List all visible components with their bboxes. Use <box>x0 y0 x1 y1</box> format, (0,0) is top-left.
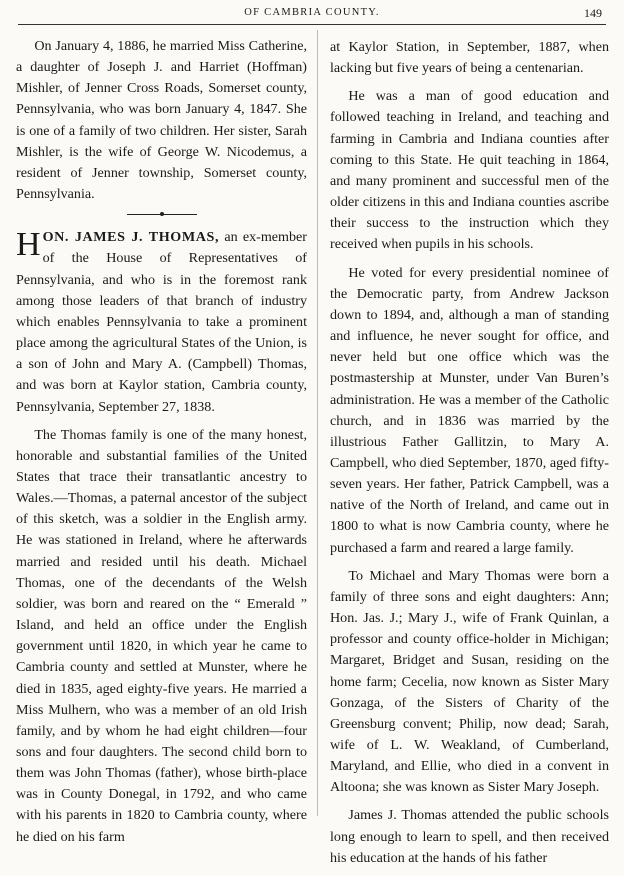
page-number: 149 <box>584 6 602 20</box>
paragraph-children: To Michael and Mary Thomas were born a family of three sons and eight daughters: Ann; Hon. Jas. J.; Mary J., wife of Frank Quinlan, a professor and county office-holder in Michigan; Margaret, Bridget and Susan, residing on the home farm; Cecelia, now known as Sister Mary Gonzaga, of the Sisters of Charity of the Greensburg convent; Philip, now dead; Sarah, wife of L. W. Weakland, of Cumberland, Maryland, and Ellie, who died in a convent in Altoona; she was known as Sister Mary Joseph. <box>330 567 609 796</box>
drop-cap: H <box>16 226 41 264</box>
paragraph-schooling: James J. Thomas attended the public schools long enough to learn to spell, and then received his education at the hands of his father <box>330 807 609 866</box>
paragraph-family-history: The Thomas family is one of the many honest, honorable and substantial families of the United States that trace their transatlantic ancestry to Wales.—Thomas, a paternal ancestor of the subject of this sketch, was a soldier in the English army. He was stationed in Ireland, where he afterwards married and resided until his death. Michael Thomas, one of the decendants of the Welsh soldier, was born and reared on the “ Emerald ” Island, and held an office under the English government until 1820, in which year he came to Cambria county and settled at Munster, where he died in 1835, aged eighty-five years. He married a Miss Mulhern, who was a member of an old Irish family, and by whom he had eight children—four sons and four daughters. The second child born to them was John Thomas (father), whose birth-place was in County Donegal, in 1792, and who came with his parents in 1820 to Cambria county, where he died on his farm <box>16 426 307 845</box>
paragraph-politics: He voted for every presidential nominee of the Democratic party, from Andrew Jackson down to 1894, and, although a man of standing and influence, he never sought for office, and never held but one office which was the postmastership at Munster, under Van Buren’s administration. He was a member of the Catholic church, and in 1836 was married by the illustrious Father Gallitzin, to Mary A. Campbell, who died September, 1870, aged fifty-seven years. Her father, Patrick Campbell, was a native of the North of Ireland, and came out in 1800 to what is now Cambria county, where he purchased a farm and reared a large family. <box>330 264 609 556</box>
divider-line-right <box>163 214 197 215</box>
section-divider <box>127 212 197 216</box>
left-column <box>16 36 307 855</box>
divider-line-left <box>127 214 161 215</box>
running-head: OF CAMBRIA COUNTY. <box>244 7 380 18</box>
biography-subject-name: ON. JAMES J. THOMAS, <box>42 229 220 246</box>
biography-intro-text: an ex-member of the House of Representatives of Pennsylvania, and who is in the foremost rank among those leaders of that branch of industry which enables Pennsylvania to take a prominent place among the agricultural States of the Union, is a son of John and Mary A. (Campbell) Thomas, and was born at Kaylor station, Cambria county, Pennsylvania, September 27, 1838. <box>16 229 307 415</box>
right-column <box>330 37 609 876</box>
paragraph-education: He was a man of good education and followed teaching in Ireland, and teaching and farming in Cambria and Indiana counties after coming to this State. He quit teaching in 1864, and many prominent and successful men of the older citizens in this and Indiana counties ascribe their success to the instruction which they received when pupils in his schools. <box>330 88 609 253</box>
biography-heading-paragraph <box>16 227 307 417</box>
paragraph-marriage: On January 4, 1886, he married Miss Catherine, a daughter of Joseph J. and Harriet (Hoffman) Mishler, of Jenner Cross Roads, Somerset county, Pennsylvania, who was born January 4, 1847. She is one of a family of two children. Her sister, Sarah Mishler, is the wife of George W. Nicodemus, a resident of Jenner township, Somerset county, Pennsylvania. <box>16 38 307 203</box>
page-header <box>18 6 606 25</box>
column-divider <box>317 30 318 816</box>
paragraph-continuation: at Kaylor Station, in September, 1887, when lacking but five years of being a centenarian. <box>330 39 609 77</box>
